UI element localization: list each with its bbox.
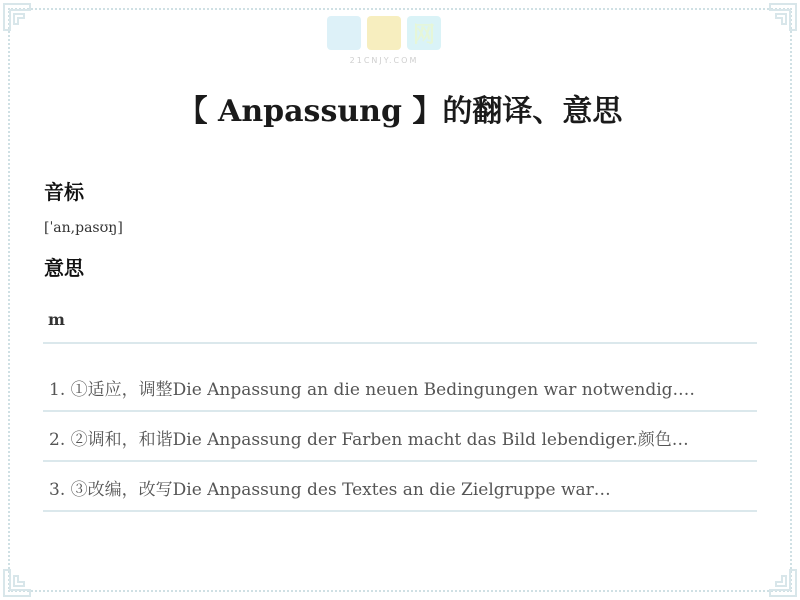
divider: [43, 410, 757, 412]
meaning-item: 3. ③改编，改写Die Anpassung des Textes an die Zielgruppe war…: [49, 480, 611, 499]
divider: [43, 342, 757, 344]
corner-ornament-icon: [758, 558, 800, 600]
corner-ornament-icon: [758, 0, 800, 42]
corner-ornament-icon: [0, 558, 42, 600]
logo-block: [327, 16, 361, 50]
part-of-speech: m: [48, 310, 65, 329]
phonetic-transcription: [ˈan,pasʊŋ]: [44, 220, 123, 236]
logo-subtitle: 21CNJY.COM: [349, 56, 419, 65]
logo-block: 网: [407, 16, 441, 50]
corner-ornament-icon: [0, 0, 42, 42]
page-title: 【 Anpassung 】的翻译、意思: [177, 94, 623, 129]
divider: [43, 460, 757, 462]
meaning-heading: 意思: [44, 256, 84, 280]
site-logo: [322, 16, 446, 78]
meaning-item: 1. ①适应，调整Die Anpassung an die neuen Bedingungen war notwendig.…: [49, 380, 695, 399]
logo-block: [367, 16, 401, 50]
divider: [43, 510, 757, 512]
phonetic-heading: 音标: [44, 180, 84, 204]
meaning-item: 2. ②调和，和谐Die Anpassung der Farben macht das Bild lebendiger.颜色…: [49, 430, 689, 449]
